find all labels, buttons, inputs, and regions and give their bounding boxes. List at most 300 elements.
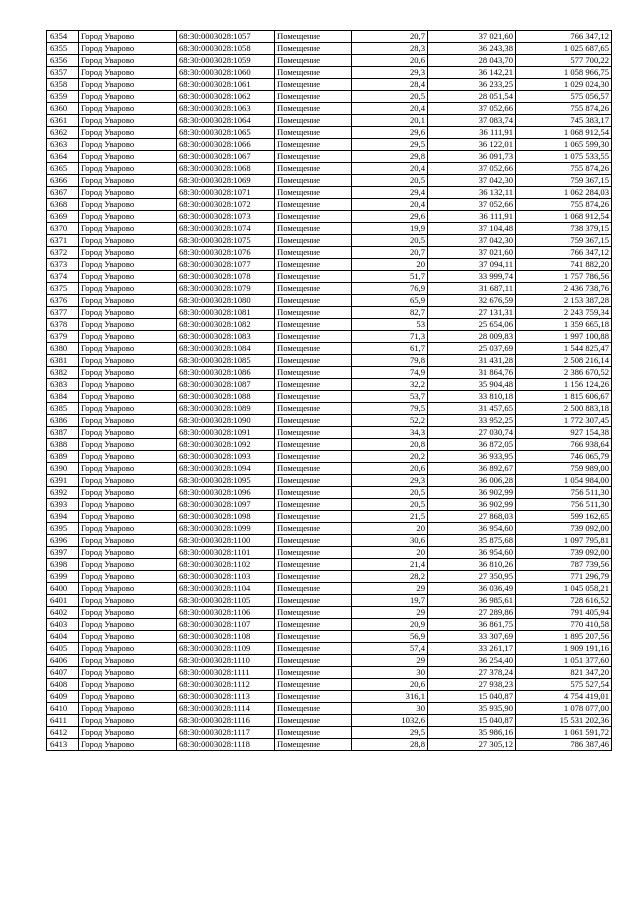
area-cell: 21,5 [352, 511, 428, 523]
row-number-cell: 6401 [47, 595, 79, 607]
table-row [47, 739, 612, 751]
object-type-cell: Помещение [275, 43, 352, 55]
unit-value-cell: 15 040,87 [428, 715, 516, 727]
table-row [47, 115, 612, 127]
area-cell: 28,4 [352, 79, 428, 91]
row-number-cell: 6382 [47, 367, 79, 379]
row-number-cell: 6373 [47, 259, 79, 271]
area-cell: 29,6 [352, 127, 428, 139]
locality-cell: Город Уварово [79, 91, 177, 103]
row-number-cell: 6358 [47, 79, 79, 91]
locality-cell: Город Уварово [79, 67, 177, 79]
table-row [47, 283, 612, 295]
object-type-cell: Помещение [275, 631, 352, 643]
locality-cell: Город Уварово [79, 523, 177, 535]
unit-value-cell: 36 091,73 [428, 151, 516, 163]
object-type-cell: Помещение [275, 619, 352, 631]
cadastral-number-cell: 68:30:0003028:1103 [177, 571, 275, 583]
cadastral-number-cell: 68:30:0003028:1089 [177, 403, 275, 415]
area-cell: 29 [352, 655, 428, 667]
object-type-cell: Помещение [275, 691, 352, 703]
cadastral-number-cell: 68:30:0003028:1062 [177, 91, 275, 103]
cadastral-number-cell: 68:30:0003028:1075 [177, 235, 275, 247]
cadastral-number-cell: 68:30:0003028:1074 [177, 223, 275, 235]
object-type-cell: Помещение [275, 295, 352, 307]
locality-cell: Город Уварово [79, 319, 177, 331]
cadastral-number-cell: 68:30:0003028:1117 [177, 727, 275, 739]
unit-value-cell: 37 021,60 [428, 247, 516, 259]
locality-cell: Город Уварово [79, 583, 177, 595]
area-cell: 79,5 [352, 403, 428, 415]
property-table [46, 30, 612, 751]
row-number-cell: 6409 [47, 691, 79, 703]
cadastral-value-cell: 745 383,17 [516, 115, 612, 127]
object-type-cell: Помещение [275, 679, 352, 691]
table-row [47, 151, 612, 163]
unit-value-cell: 35 904,48 [428, 379, 516, 391]
locality-cell: Город Уварово [79, 223, 177, 235]
cadastral-value-cell: 2 153 387,28 [516, 295, 612, 307]
unit-value-cell: 36 902,99 [428, 499, 516, 511]
cadastral-number-cell: 68:30:0003028:1086 [177, 367, 275, 379]
object-type-cell: Помещение [275, 187, 352, 199]
cadastral-number-cell: 68:30:0003028:1080 [177, 295, 275, 307]
unit-value-cell: 15 040,87 [428, 691, 516, 703]
object-type-cell: Помещение [275, 367, 352, 379]
unit-value-cell: 36 985,61 [428, 595, 516, 607]
table-row [47, 715, 612, 727]
row-number-cell: 6388 [47, 439, 79, 451]
area-cell: 82,7 [352, 307, 428, 319]
unit-value-cell: 36 036,49 [428, 583, 516, 595]
cadastral-number-cell: 68:30:0003028:1104 [177, 583, 275, 595]
cadastral-number-cell: 68:30:0003028:1091 [177, 427, 275, 439]
cadastral-value-cell: 766 938,64 [516, 439, 612, 451]
area-cell: 29 [352, 607, 428, 619]
unit-value-cell: 37 021,60 [428, 31, 516, 43]
unit-value-cell: 36 111,91 [428, 211, 516, 223]
unit-value-cell: 27 305,12 [428, 739, 516, 751]
table-row [47, 511, 612, 523]
area-cell: 20,6 [352, 679, 428, 691]
row-number-cell: 6387 [47, 427, 79, 439]
locality-cell: Город Уварово [79, 247, 177, 259]
unit-value-cell: 31 864,76 [428, 367, 516, 379]
locality-cell: Город Уварово [79, 727, 177, 739]
unit-value-cell: 27 868,03 [428, 511, 516, 523]
row-number-cell: 6410 [47, 703, 79, 715]
cadastral-value-cell: 756 511,30 [516, 499, 612, 511]
unit-value-cell: 36 254,40 [428, 655, 516, 667]
cadastral-number-cell: 68:30:0003028:1113 [177, 691, 275, 703]
unit-value-cell: 28 009,83 [428, 331, 516, 343]
object-type-cell: Помещение [275, 655, 352, 667]
object-type-cell: Помещение [275, 715, 352, 727]
cadastral-value-cell: 1 065 599,30 [516, 139, 612, 151]
row-number-cell: 6369 [47, 211, 79, 223]
cadastral-number-cell: 68:30:0003028:1106 [177, 607, 275, 619]
unit-value-cell: 28 051,54 [428, 91, 516, 103]
area-cell: 20,6 [352, 55, 428, 67]
cadastral-value-cell: 2 436 738,76 [516, 283, 612, 295]
cadastral-number-cell: 68:30:0003028:1111 [177, 667, 275, 679]
object-type-cell: Помещение [275, 595, 352, 607]
cadastral-value-cell: 821 347,20 [516, 667, 612, 679]
unit-value-cell: 37 052,66 [428, 163, 516, 175]
cadastral-value-cell: 1 815 606,67 [516, 391, 612, 403]
table-row [47, 679, 612, 691]
area-cell: 51,7 [352, 271, 428, 283]
cadastral-value-cell: 1 061 591,72 [516, 727, 612, 739]
unit-value-cell: 31 687,11 [428, 283, 516, 295]
row-number-cell: 6391 [47, 475, 79, 487]
table-row [47, 427, 612, 439]
table-row [47, 139, 612, 151]
row-number-cell: 6354 [47, 31, 79, 43]
row-number-cell: 6357 [47, 67, 79, 79]
unit-value-cell: 36 892,67 [428, 463, 516, 475]
area-cell: 20 [352, 547, 428, 559]
row-number-cell: 6355 [47, 43, 79, 55]
object-type-cell: Помещение [275, 415, 352, 427]
row-number-cell: 6413 [47, 739, 79, 751]
locality-cell: Город Уварово [79, 139, 177, 151]
locality-cell: Город Уварово [79, 31, 177, 43]
unit-value-cell: 36 122,01 [428, 139, 516, 151]
area-cell: 316,1 [352, 691, 428, 703]
table-row [47, 247, 612, 259]
row-number-cell: 6372 [47, 247, 79, 259]
unit-value-cell: 36 243,38 [428, 43, 516, 55]
table-row [47, 475, 612, 487]
area-cell: 34,3 [352, 427, 428, 439]
locality-cell: Город Уварово [79, 151, 177, 163]
unit-value-cell: 37 042,30 [428, 235, 516, 247]
unit-value-cell: 35 875,68 [428, 535, 516, 547]
area-cell: 29,3 [352, 67, 428, 79]
object-type-cell: Помещение [275, 223, 352, 235]
cadastral-value-cell: 1 025 687,65 [516, 43, 612, 55]
cadastral-value-cell: 1 997 100,88 [516, 331, 612, 343]
table-row [47, 331, 612, 343]
row-number-cell: 6379 [47, 331, 79, 343]
row-number-cell: 6370 [47, 223, 79, 235]
cadastral-value-cell: 1 909 191,16 [516, 643, 612, 655]
row-number-cell: 6404 [47, 631, 79, 643]
table-row [47, 487, 612, 499]
area-cell: 76,9 [352, 283, 428, 295]
row-number-cell: 6408 [47, 679, 79, 691]
cadastral-number-cell: 68:30:0003028:1094 [177, 463, 275, 475]
row-number-cell: 6383 [47, 379, 79, 391]
cadastral-value-cell: 786 387,46 [516, 739, 612, 751]
table-row [47, 499, 612, 511]
cadastral-number-cell: 68:30:0003028:1109 [177, 643, 275, 655]
object-type-cell: Помещение [275, 175, 352, 187]
area-cell: 29,4 [352, 187, 428, 199]
row-number-cell: 6365 [47, 163, 79, 175]
object-type-cell: Помещение [275, 487, 352, 499]
object-type-cell: Помещение [275, 103, 352, 115]
area-cell: 20,6 [352, 463, 428, 475]
locality-cell: Город Уварово [79, 367, 177, 379]
cadastral-value-cell: 771 296,79 [516, 571, 612, 583]
cadastral-value-cell: 2 243 759,34 [516, 307, 612, 319]
cadastral-number-cell: 68:30:0003028:1057 [177, 31, 275, 43]
table-row [47, 571, 612, 583]
table-row [47, 355, 612, 367]
area-cell: 20,5 [352, 175, 428, 187]
unit-value-cell: 36 233,25 [428, 79, 516, 91]
unit-value-cell: 33 952,25 [428, 415, 516, 427]
cadastral-value-cell: 577 700,22 [516, 55, 612, 67]
object-type-cell: Помещение [275, 259, 352, 271]
object-type-cell: Помещение [275, 115, 352, 127]
unit-value-cell: 36 142,21 [428, 67, 516, 79]
locality-cell: Город Уварово [79, 283, 177, 295]
unit-value-cell: 37 052,66 [428, 103, 516, 115]
locality-cell: Город Уварово [79, 43, 177, 55]
table-row [47, 103, 612, 115]
cadastral-number-cell: 68:30:0003028:1116 [177, 715, 275, 727]
cadastral-number-cell: 68:30:0003028:1102 [177, 559, 275, 571]
locality-cell: Город Уварово [79, 619, 177, 631]
table-row [47, 631, 612, 643]
cadastral-number-cell: 68:30:0003028:1114 [177, 703, 275, 715]
object-type-cell: Помещение [275, 499, 352, 511]
unit-value-cell: 36 861,75 [428, 619, 516, 631]
unit-value-cell: 27 289,86 [428, 607, 516, 619]
locality-cell: Город Уварово [79, 427, 177, 439]
locality-cell: Город Уварово [79, 379, 177, 391]
object-type-cell: Помещение [275, 727, 352, 739]
locality-cell: Город Уварово [79, 667, 177, 679]
locality-cell: Город Уварово [79, 535, 177, 547]
object-type-cell: Помещение [275, 643, 352, 655]
cadastral-value-cell: 4 754 419,01 [516, 691, 612, 703]
table-row [47, 175, 612, 187]
row-number-cell: 6397 [47, 547, 79, 559]
object-type-cell: Помещение [275, 571, 352, 583]
locality-cell: Город Уварово [79, 679, 177, 691]
object-type-cell: Помещение [275, 391, 352, 403]
table-row [47, 271, 612, 283]
cadastral-value-cell: 1 062 284,03 [516, 187, 612, 199]
area-cell: 32,2 [352, 379, 428, 391]
locality-cell: Город Уварово [79, 415, 177, 427]
cadastral-value-cell: 1 075 533,55 [516, 151, 612, 163]
unit-value-cell: 25 037,69 [428, 343, 516, 355]
cadastral-number-cell: 68:30:0003028:1079 [177, 283, 275, 295]
row-number-cell: 6376 [47, 295, 79, 307]
unit-value-cell: 35 986,16 [428, 727, 516, 739]
area-cell: 20 [352, 259, 428, 271]
object-type-cell: Помещение [275, 607, 352, 619]
cadastral-number-cell: 68:30:0003028:1090 [177, 415, 275, 427]
cadastral-value-cell: 728 616,52 [516, 595, 612, 607]
area-cell: 1032,6 [352, 715, 428, 727]
cadastral-number-cell: 68:30:0003028:1100 [177, 535, 275, 547]
table-row [47, 691, 612, 703]
table-row [47, 727, 612, 739]
row-number-cell: 6366 [47, 175, 79, 187]
cadastral-number-cell: 68:30:0003028:1099 [177, 523, 275, 535]
locality-cell: Город Уварово [79, 331, 177, 343]
area-cell: 74,9 [352, 367, 428, 379]
object-type-cell: Помещение [275, 523, 352, 535]
cadastral-value-cell: 575 527,54 [516, 679, 612, 691]
locality-cell: Город Уварово [79, 307, 177, 319]
table-row [47, 199, 612, 211]
row-number-cell: 6362 [47, 127, 79, 139]
row-number-cell: 6371 [47, 235, 79, 247]
table-row [47, 607, 612, 619]
unit-value-cell: 36 902,99 [428, 487, 516, 499]
object-type-cell: Помещение [275, 439, 352, 451]
cadastral-number-cell: 68:30:0003028:1098 [177, 511, 275, 523]
cadastral-number-cell: 68:30:0003028:1105 [177, 595, 275, 607]
cadastral-value-cell: 1 156 124,26 [516, 379, 612, 391]
cadastral-number-cell: 68:30:0003028:1069 [177, 175, 275, 187]
locality-cell: Город Уварово [79, 655, 177, 667]
object-type-cell: Помещение [275, 403, 352, 415]
unit-value-cell: 32 676,59 [428, 295, 516, 307]
cadastral-value-cell: 791 405,94 [516, 607, 612, 619]
object-type-cell: Помещение [275, 427, 352, 439]
table-row [47, 367, 612, 379]
unit-value-cell: 27 350,95 [428, 571, 516, 583]
row-number-cell: 6361 [47, 115, 79, 127]
row-number-cell: 6395 [47, 523, 79, 535]
area-cell: 29,3 [352, 475, 428, 487]
cadastral-value-cell: 927 154,38 [516, 427, 612, 439]
unit-value-cell: 36 132,11 [428, 187, 516, 199]
row-number-cell: 6367 [47, 187, 79, 199]
cadastral-number-cell: 68:30:0003028:1084 [177, 343, 275, 355]
locality-cell: Город Уварово [79, 739, 177, 751]
area-cell: 29,6 [352, 211, 428, 223]
row-number-cell: 6374 [47, 271, 79, 283]
area-cell: 20,4 [352, 163, 428, 175]
table-row [47, 307, 612, 319]
unit-value-cell: 37 083,74 [428, 115, 516, 127]
object-type-cell: Помещение [275, 559, 352, 571]
area-cell: 20,7 [352, 31, 428, 43]
area-cell: 29,8 [352, 151, 428, 163]
cadastral-value-cell: 766 347,12 [516, 31, 612, 43]
object-type-cell: Помещение [275, 127, 352, 139]
unit-value-cell: 33 307,69 [428, 631, 516, 643]
area-cell: 20,7 [352, 247, 428, 259]
row-number-cell: 6392 [47, 487, 79, 499]
area-cell: 71,3 [352, 331, 428, 343]
row-number-cell: 6406 [47, 655, 79, 667]
object-type-cell: Помещение [275, 79, 352, 91]
unit-value-cell: 27 131,31 [428, 307, 516, 319]
cadastral-value-cell: 1 058 966,75 [516, 67, 612, 79]
table-row [47, 451, 612, 463]
cadastral-number-cell: 68:30:0003028:1059 [177, 55, 275, 67]
area-cell: 30,6 [352, 535, 428, 547]
cadastral-number-cell: 68:30:0003028:1107 [177, 619, 275, 631]
row-number-cell: 6396 [47, 535, 79, 547]
cadastral-value-cell: 739 092,00 [516, 547, 612, 559]
area-cell: 20,4 [352, 199, 428, 211]
cadastral-value-cell: 1 895 207,56 [516, 631, 612, 643]
area-cell: 20,5 [352, 499, 428, 511]
unit-value-cell: 36 954,60 [428, 523, 516, 535]
area-cell: 20,2 [352, 451, 428, 463]
area-cell: 30 [352, 667, 428, 679]
locality-cell: Город Уварово [79, 631, 177, 643]
cadastral-value-cell: 755 874,26 [516, 199, 612, 211]
cadastral-number-cell: 68:30:0003028:1085 [177, 355, 275, 367]
cadastral-number-cell: 68:30:0003028:1076 [177, 247, 275, 259]
object-type-cell: Помещение [275, 583, 352, 595]
locality-cell: Город Уварово [79, 211, 177, 223]
unit-value-cell: 31 431,28 [428, 355, 516, 367]
cadastral-value-cell: 1 078 077,00 [516, 703, 612, 715]
row-number-cell: 6360 [47, 103, 79, 115]
table-row [47, 415, 612, 427]
row-number-cell: 6356 [47, 55, 79, 67]
object-type-cell: Помещение [275, 667, 352, 679]
cadastral-number-cell: 68:30:0003028:1095 [177, 475, 275, 487]
table-body [47, 31, 612, 751]
object-type-cell: Помещение [275, 331, 352, 343]
locality-cell: Город Уварово [79, 547, 177, 559]
cadastral-number-cell: 68:30:0003028:1071 [177, 187, 275, 199]
locality-cell: Город Уварово [79, 463, 177, 475]
area-cell: 61,7 [352, 343, 428, 355]
row-number-cell: 6380 [47, 343, 79, 355]
object-type-cell: Помещение [275, 55, 352, 67]
table-row [47, 187, 612, 199]
locality-cell: Город Уварово [79, 175, 177, 187]
locality-cell: Город Уварово [79, 235, 177, 247]
cadastral-number-cell: 68:30:0003028:1101 [177, 547, 275, 559]
cadastral-number-cell: 68:30:0003028:1110 [177, 655, 275, 667]
area-cell: 20,5 [352, 91, 428, 103]
row-number-cell: 6399 [47, 571, 79, 583]
table-row [47, 163, 612, 175]
row-number-cell: 6377 [47, 307, 79, 319]
locality-cell: Город Уварово [79, 271, 177, 283]
cadastral-value-cell: 766 347,12 [516, 247, 612, 259]
cadastral-value-cell: 15 531 202,36 [516, 715, 612, 727]
cadastral-value-cell: 1 029 024,30 [516, 79, 612, 91]
table-row [47, 619, 612, 631]
locality-cell: Город Уварово [79, 103, 177, 115]
cadastral-value-cell: 746 065,79 [516, 451, 612, 463]
table-row [47, 91, 612, 103]
table-row [47, 79, 612, 91]
unit-value-cell: 28 043,70 [428, 55, 516, 67]
object-type-cell: Помещение [275, 91, 352, 103]
cadastral-value-cell: 759 367,15 [516, 175, 612, 187]
locality-cell: Город Уварово [79, 115, 177, 127]
unit-value-cell: 36 933,95 [428, 451, 516, 463]
unit-value-cell: 36 006,28 [428, 475, 516, 487]
unit-value-cell: 36 810,26 [428, 559, 516, 571]
table-row [47, 547, 612, 559]
object-type-cell: Помещение [275, 151, 352, 163]
object-type-cell: Помещение [275, 67, 352, 79]
area-cell: 29,5 [352, 727, 428, 739]
object-type-cell: Помещение [275, 703, 352, 715]
row-number-cell: 6368 [47, 199, 79, 211]
locality-cell: Город Уварово [79, 703, 177, 715]
